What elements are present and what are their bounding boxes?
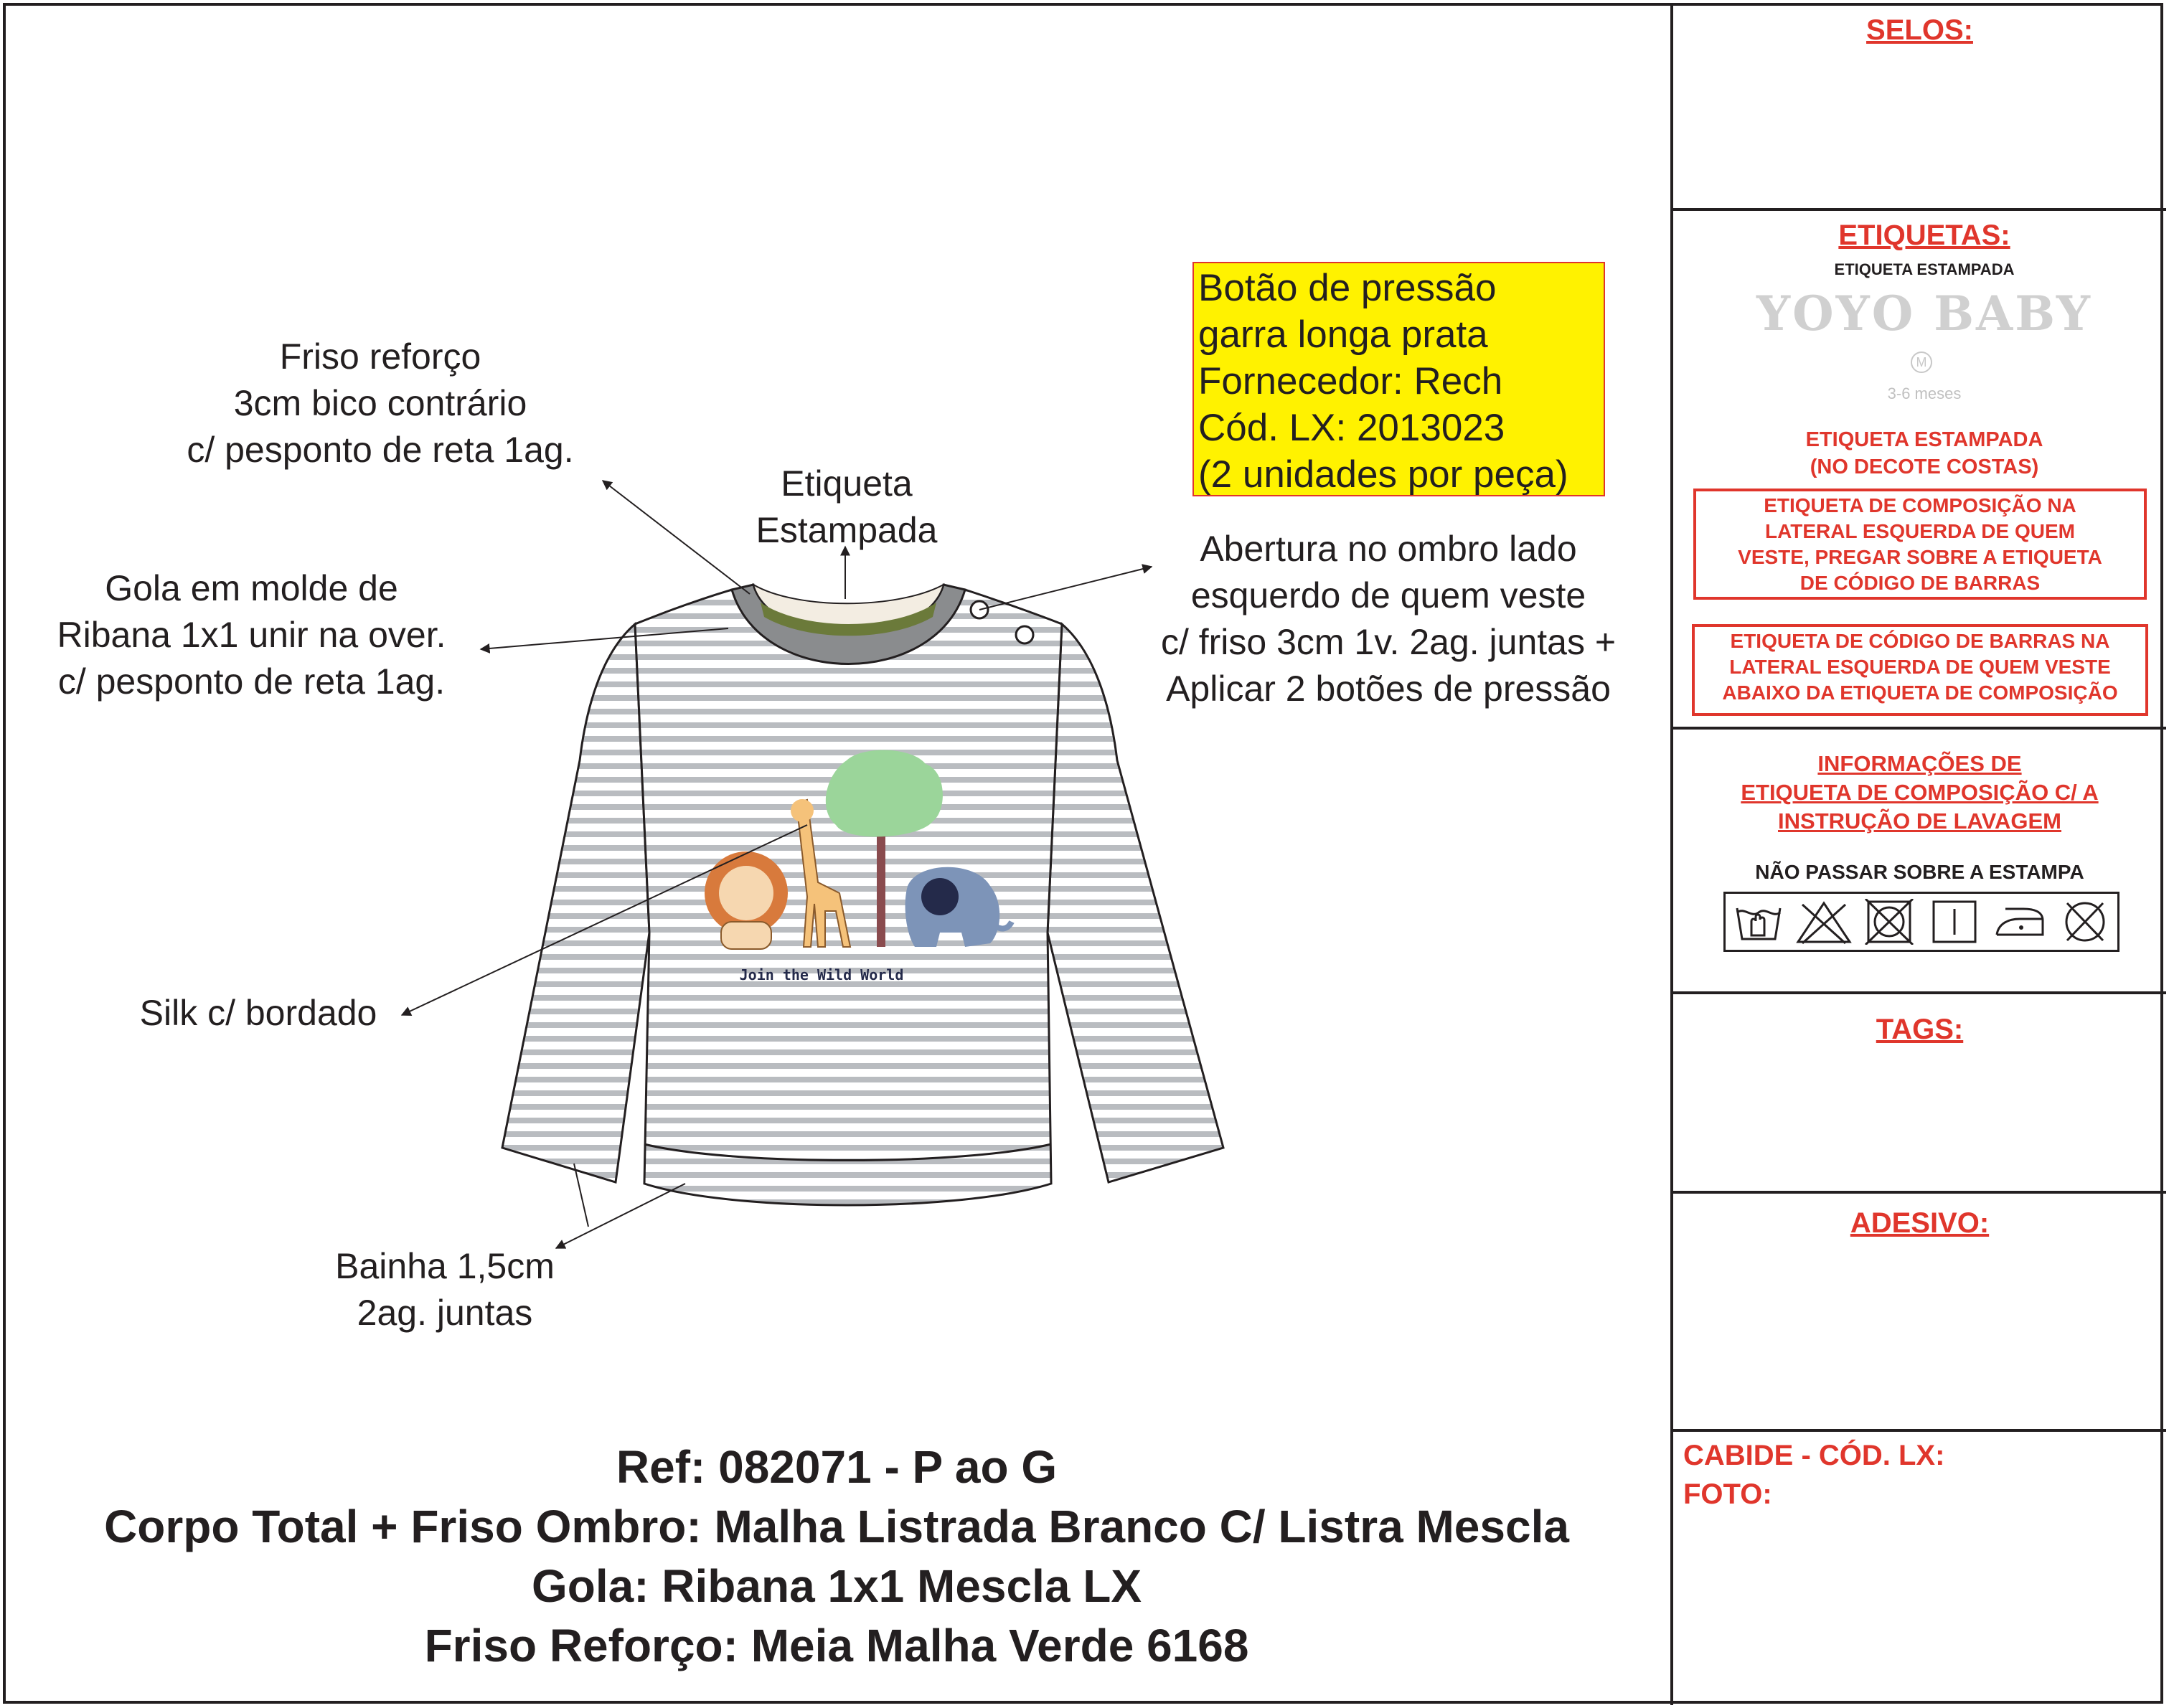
print-text: Join the Wild World xyxy=(739,966,904,983)
divider-tags xyxy=(1672,1191,2166,1194)
line-dry-icon xyxy=(1921,894,1987,950)
nao-passar-warning: NÃO PASSAR SOBRE A ESTAMPA xyxy=(1755,861,2084,883)
cabide-foto xyxy=(1683,1436,1944,1514)
divider-etiquetas xyxy=(1672,727,2166,730)
age-text: 3-6 meses xyxy=(1887,384,1962,402)
lion-face xyxy=(719,866,773,920)
tree-trunk xyxy=(877,825,885,947)
composicao-box: ETIQUETA DE COMPOSIÇÃO NA LATERAL ESQUERDA DE QUEM VESTE, PREGAR SOBRE A ETIQUETA DE CÓDIGO DE BARRAS xyxy=(1693,489,2147,600)
note-etiqueta: Etiqueta Estampada xyxy=(756,463,938,550)
etiqueta-estampada-sub: ETIQUETA ESTAMPADA xyxy=(1834,260,2015,278)
no-dry-clean-icon xyxy=(2052,894,2117,950)
lion-body xyxy=(721,922,771,949)
arrow-bainha xyxy=(556,1184,685,1248)
sidebar-divider xyxy=(1670,3,1673,1705)
no-tumble-dry-icon xyxy=(1856,894,1921,950)
note-bainha: Bainha 1,5cm 2ag. juntas xyxy=(335,1246,555,1333)
note-silk: Silk c/ bordado xyxy=(139,993,377,1033)
tags-title: TAGS: xyxy=(1876,1014,1964,1045)
selos-title: SELOS: xyxy=(1866,14,1973,46)
note-friso-reforco: Friso reforço 3cm bico contrário c/ pesponto de reta 1ag. xyxy=(187,336,574,470)
corpo-line: Corpo Total + Friso Ombro: Malha Listrada Branco C/ Listra Mescla xyxy=(104,1501,1569,1552)
gola-line: Gola: Ribana 1x1 Mescla LX xyxy=(531,1560,1142,1612)
divider-informacoes xyxy=(1672,991,2166,994)
etiquetas-title: ETIQUETAS: xyxy=(1838,220,2010,251)
note-gola: Gola em molde de Ribana 1x1 unir na over. c/ pesponto de reta 1ag. xyxy=(57,568,446,702)
no-bleach-icon xyxy=(1791,894,1856,950)
divider-adesivo xyxy=(1672,1429,2166,1432)
snap-button-spec-box: Botão de pressão garra longa prata Fornecedor: Rech Cód. LX: 2013023 (2 unidades por peça) xyxy=(1192,262,1605,496)
snap-button-2 xyxy=(1016,626,1033,643)
foto-label: FOTO: xyxy=(1683,1478,1772,1510)
friso-line: Friso Reforço: Meia Malha Verde 6168 xyxy=(424,1620,1249,1671)
adesivo-title: ADESIVO: xyxy=(1850,1207,1990,1239)
informacoes-title: INFORMAÇÕES DE ETIQUETA DE COMPOSIÇÃO C/ A INSTRUÇÃO DE LAVAGEM xyxy=(1741,751,2099,834)
care-symbols xyxy=(1723,892,2119,952)
brand-logo: YOYO BABY xyxy=(1756,286,2092,341)
cabide-label: CABIDE - CÓD. LX: xyxy=(1683,1440,1945,1471)
size-letter: M xyxy=(1916,355,1927,369)
shirt-body xyxy=(635,590,1062,1205)
size-badge xyxy=(1911,351,1932,373)
ref-line: Ref: 082071 - P ao G xyxy=(616,1441,1058,1493)
iron-low-icon xyxy=(1987,894,2052,950)
etiqueta-decote: ETIQUETA ESTAMPADA (NO DECOTE COSTAS) xyxy=(1805,428,2043,478)
hand-wash-icon xyxy=(1726,894,1791,950)
left-sleeve xyxy=(502,624,649,1182)
divider-selos xyxy=(1672,208,2166,211)
codigo-barras-box: ETIQUETA DE CÓDIGO DE BARRAS NA LATERAL ESQUERDA DE QUEM VESTE ABAIXO DA ETIQUETA DE COMPOSIÇÃO xyxy=(1692,624,2148,716)
note-abertura: Abertura no ombro lado esquerdo de quem veste c/ friso 3cm 1v. 2ag. juntas + Aplicar 2 botões de pressão xyxy=(1160,529,1617,709)
